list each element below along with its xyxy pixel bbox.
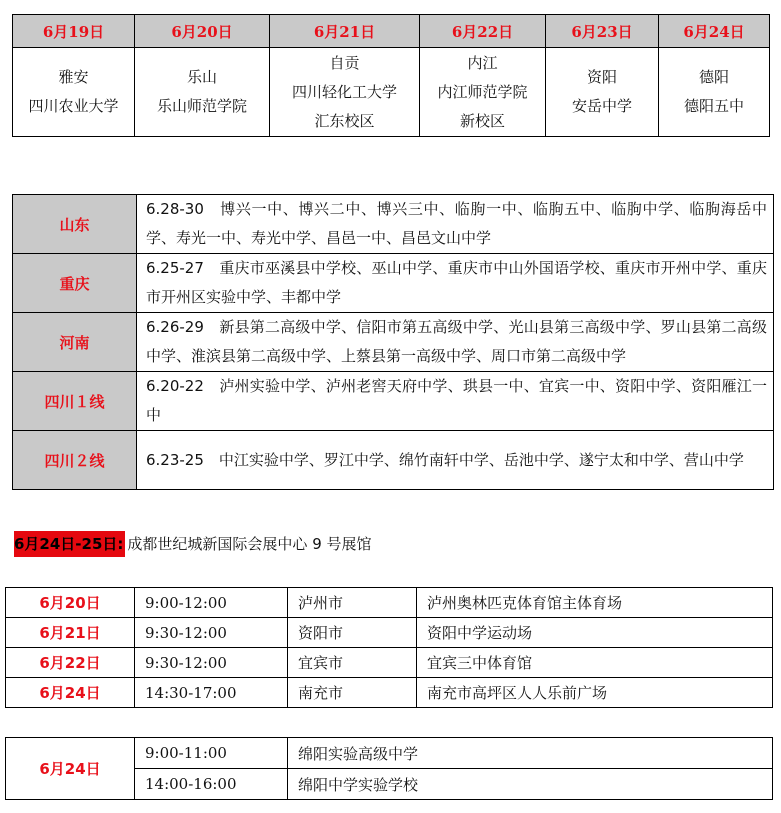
event-city: 泸州市	[288, 588, 417, 618]
event-city: 资阳市	[288, 618, 417, 648]
school-name: 四川轻化工大学	[291, 82, 397, 101]
city-name: 资阳	[586, 68, 617, 86]
event-venue: 宜宾三中体育馆	[417, 648, 773, 678]
region-label: 四川２线	[13, 431, 137, 490]
region-schedule: 6.20-22 泸州实验中学、泸州老窖天府中学、珙县一中、宜宾一中、资阳中学、资阳雁江一中	[137, 372, 774, 431]
school-name: 安岳中学	[571, 97, 632, 115]
school-name: 乐山师范学院	[156, 97, 247, 115]
date-header-row	[13, 15, 770, 48]
event-time: 14:00-16:00	[135, 769, 288, 800]
region-label: 山东	[13, 195, 137, 254]
date-header-cell: 6月23日	[546, 15, 659, 48]
event-time: 9:00-12:00	[135, 588, 288, 618]
date-header-cell: 6月19日	[13, 15, 135, 48]
mianyang-event-table	[5, 737, 773, 800]
date-header-cell: 6月21日	[270, 15, 420, 48]
event-time: 14:30-17:00	[135, 678, 288, 708]
region-schedule: 6.23-25 中江实验中学、罗江中学、绵竹南轩中学、岳池中学、遂宁太和中学、营山中学	[137, 431, 774, 490]
school-name: 内江师范学院	[437, 82, 528, 101]
event-venue: 绵阳实验高级中学	[288, 738, 773, 769]
region-schedule-table	[12, 194, 774, 490]
location-row	[13, 48, 770, 137]
event-venue: 绵阳中学实验学校	[288, 769, 773, 800]
event-row	[6, 618, 773, 648]
city-name: 内江	[467, 53, 498, 72]
city-name: 自贡	[329, 53, 360, 72]
region-label: 重庆	[13, 254, 137, 313]
region-label: 四川１线	[13, 372, 137, 431]
region-row	[13, 372, 774, 431]
event-date: 6月22日	[6, 648, 135, 678]
event-venue: 泸州奥林匹克体育馆主体育场	[417, 588, 773, 618]
city-event-table	[5, 587, 773, 708]
event-row	[6, 648, 773, 678]
date-header-cell: 6月24日	[659, 15, 770, 48]
location-cell	[13, 48, 135, 137]
region-row	[13, 195, 774, 254]
school-name: 四川农业大学	[28, 97, 119, 115]
event-date: 6月21日	[6, 618, 135, 648]
location-cell	[135, 48, 270, 137]
location-cell	[420, 48, 546, 137]
region-row	[13, 431, 774, 490]
campus-name: 新校区	[459, 111, 505, 130]
event-row	[6, 588, 773, 618]
city-name: 乐山	[186, 68, 217, 86]
region-row	[13, 254, 774, 313]
region-schedule: 6.28-30 博兴一中、博兴二中、博兴三中、临朐一中、临朐五中、临朐中学、临朐海岳中学、寿光一中、寿光中学、昌邑一中、昌邑文山中学	[137, 195, 774, 254]
schedule-table-1	[12, 14, 770, 137]
expo-venue-text: 成都世纪城新国际会展中心 9 号展馆	[127, 535, 372, 553]
event-date: 6月24日	[6, 678, 135, 708]
region-schedule: 6.26-29 新县第二高级中学、信阳市第五高级中学、光山县第三高级中学、罗山县第二高级中学、淮滨县第二高级中学、上蔡县第一高级中学、周口市第二高级中学	[137, 313, 774, 372]
school-name: 德阳五中	[683, 97, 744, 115]
event-venue: 南充市高坪区人人乐前广场	[417, 678, 773, 708]
event-time: 9:30-12:00	[135, 618, 288, 648]
event-time: 9:30-12:00	[135, 648, 288, 678]
event-time: 9:00-11:00	[135, 738, 288, 769]
event-city: 宜宾市	[288, 648, 417, 678]
expo-date-label: 6月24日-25日:	[14, 531, 125, 557]
region-row	[13, 313, 774, 372]
date-header-cell: 6月20日	[135, 15, 270, 48]
location-cell	[546, 48, 659, 137]
city-name: 德阳	[698, 68, 729, 86]
event-city: 南充市	[288, 678, 417, 708]
event-date: 6月20日	[6, 588, 135, 618]
campus-name: 汇东校区	[314, 111, 375, 130]
location-cell	[659, 48, 770, 137]
region-schedule: 6.25-27 重庆市巫溪县中学校、巫山中学、重庆市中山外国语学校、重庆市开州中学、重庆市开州区实验中学、丰都中学	[137, 254, 774, 313]
event-date: 6月24日	[6, 738, 135, 800]
city-name: 雅安	[58, 68, 89, 86]
event-row	[6, 678, 773, 708]
region-label: 河南	[13, 313, 137, 372]
expo-highlight	[14, 531, 372, 557]
event-row	[6, 738, 773, 769]
date-header-cell: 6月22日	[420, 15, 546, 48]
event-venue: 资阳中学运动场	[417, 618, 773, 648]
location-cell	[270, 48, 420, 137]
